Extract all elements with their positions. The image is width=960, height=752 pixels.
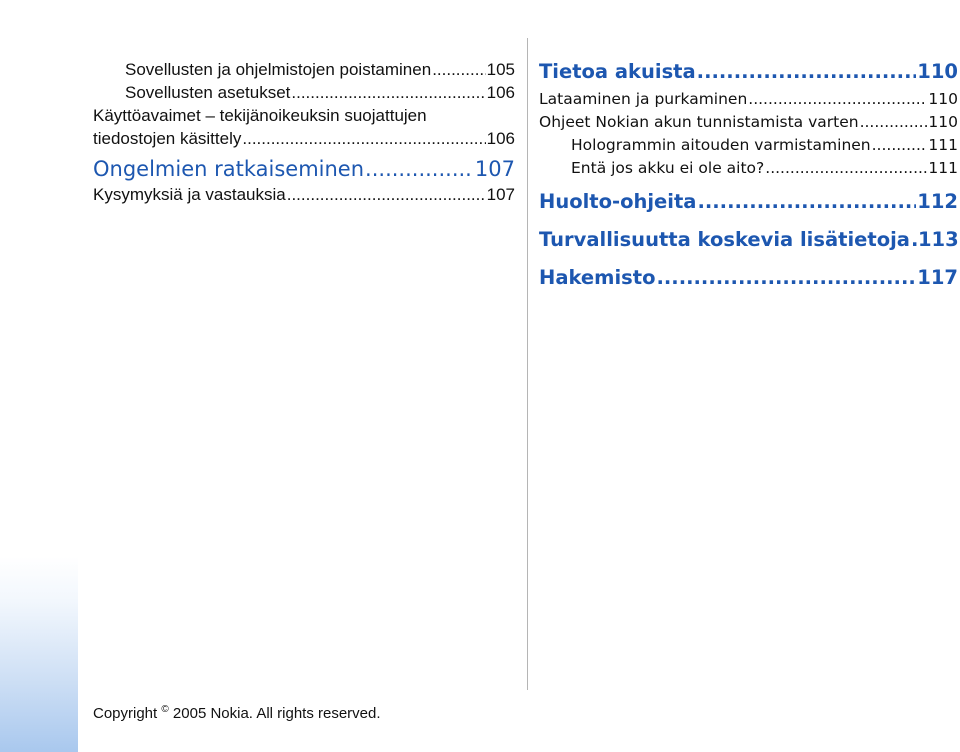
toc-page-number: 110 <box>928 90 958 108</box>
dot-leader <box>911 226 917 254</box>
toc-entry-activation-keys-line1[interactable]: Käyttöavaimet – tekijänoikeuksin suojattujen <box>93 106 427 125</box>
dot-leader <box>765 157 927 180</box>
toc-entry-charging[interactable] <box>539 88 958 111</box>
dot-leader <box>291 81 485 104</box>
toc-entry-app-removal[interactable] <box>93 58 515 81</box>
toc-entry-title: Lataaminen ja purkaminen <box>539 90 748 108</box>
copyright-text: 2005 Nokia. All rights reserved. <box>172 705 381 722</box>
toc-page-number: 111 <box>928 159 958 177</box>
toc-entry-not-authentic[interactable] <box>539 157 958 180</box>
toc-page-number: 107 <box>474 157 515 181</box>
toc-right-column <box>539 58 958 292</box>
dot-leader <box>748 88 927 111</box>
toc-page-number: 105 <box>486 60 515 79</box>
column-divider <box>527 38 528 690</box>
toc-entry-title: Ohjeet Nokian akun tunnistamista varten <box>539 113 859 131</box>
toc-entry-title: Kysymyksiä ja vastauksia <box>93 185 286 204</box>
toc-section-title: Turvallisuutta koskevia lisätietoja <box>539 228 910 251</box>
dot-leader <box>242 127 485 150</box>
toc-section-index[interactable] <box>539 264 958 292</box>
toc-section-title: Tietoa akuista <box>539 60 696 83</box>
toc-page-number: 112 <box>917 190 958 213</box>
toc-section-title: Huolto-ohjeita <box>539 190 697 213</box>
dot-leader <box>697 58 917 86</box>
dot-leader <box>697 188 916 216</box>
toc-entry-hologram[interactable] <box>539 134 958 157</box>
toc-page-number: 113 <box>917 228 959 251</box>
toc-left-column <box>93 58 515 206</box>
toc-entry-title: Hologrammin aitouden varmistaminen <box>571 136 871 154</box>
dot-leader <box>860 111 928 134</box>
toc-section-title: Ongelmien ratkaiseminen <box>93 157 365 181</box>
copyright-symbol: © <box>161 704 169 715</box>
copyright-prefix: Copyright <box>93 705 158 722</box>
toc-entry-activation-keys[interactable] <box>93 127 515 150</box>
toc-page-number: 107 <box>486 185 515 204</box>
toc-entry-title: tiedostojen käsittely <box>93 129 242 148</box>
toc-entry-battery-authentication[interactable] <box>539 111 958 134</box>
toc-section-care[interactable] <box>539 188 958 216</box>
toc-section-battery-info[interactable] <box>539 58 958 86</box>
dot-leader <box>872 134 928 157</box>
toc-page-number: 106 <box>486 129 515 148</box>
dot-leader <box>432 58 485 81</box>
dot-leader <box>365 155 474 183</box>
toc-page-number: 110 <box>928 113 958 131</box>
copyright-footer <box>93 704 381 722</box>
toc-entry-title: Entä jos akku ei ole aito? <box>571 159 765 177</box>
toc-section-troubleshooting[interactable] <box>93 155 515 183</box>
toc-page-number: 106 <box>486 83 515 102</box>
toc-entry-faq[interactable] <box>93 183 515 206</box>
toc-section-safety[interactable] <box>539 226 958 254</box>
dot-leader <box>287 183 486 206</box>
toc-entry-app-settings[interactable] <box>93 81 515 104</box>
toc-page-number: 117 <box>917 266 958 289</box>
dot-leader <box>656 264 916 292</box>
toc-page-number: 111 <box>928 136 958 154</box>
decorative-side-strip <box>0 0 78 752</box>
toc-section-title: Hakemisto <box>539 266 656 289</box>
toc-entry-title: Sovellusten asetukset <box>125 83 291 102</box>
toc-page-number: 110 <box>917 60 958 83</box>
toc-entry-title: Sovellusten ja ohjelmistojen poistaminen <box>125 60 432 79</box>
